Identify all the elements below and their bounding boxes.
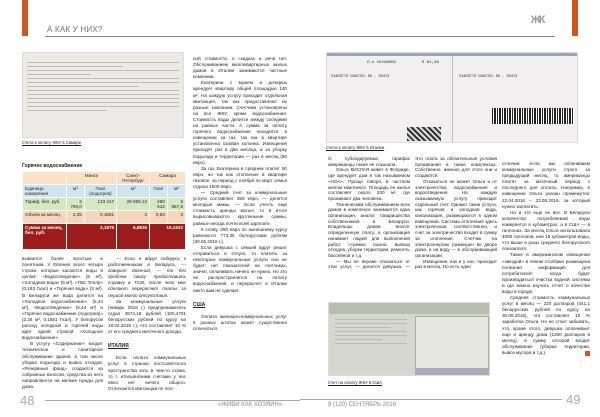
- accent-bar-right: [572, 0, 578, 36]
- paragraph: Екатерина с мужем и дочерью арендует квартиру общей площадью 140 м². На каждую услугу приходит отдельная квитанция, так как предоставляют их разные компании. Счетчики установлены на все ЖКУ, кроме водоснабжения. Стоимость воды делится между соседями на равные части. А сумма за оплату горячего водоснабжения находится в извещении за газ, так как в квартире установлена газовая колонка. Извещения приходят раз в два месяца, а за уборку подъезда и территории — раз в месяц (60 евро).: [193, 80, 287, 165]
- cell: 3: [167, 211, 185, 224]
- cell: 2,25: [66, 211, 84, 224]
- cell: Гкал: [150, 185, 168, 198]
- paragraph: Отказаться не может Ольга и от электричества, водоснабжения и водоотведения. На каждую оказываемую услугу приходит отдельный счет. Однако такие услуги, как горячая и холодная вода, канализация, размещаются в одном извещении. Система отопления здесь электрическая, соответственно, и счет за электричество входит в сумму за отопление. Счетчик на электроэнергию размещен во дворе дома, а на воду — в обслуживающей организации.: [415, 178, 497, 258]
- footer-rule-left: [45, 400, 300, 401]
- paragraph: Но и это еще не все. В Беларуси количество потребляемой воды измеряется в кубометрах, а в США — в галлонах. За месяц Ольга использовала 4000 галлонов, или 15 кубометров воды, что выше в разы среднего белорусского показателя.: [502, 209, 590, 252]
- paragraph: — Если я вдруг соберусь к родственникам в Беларусь, — говорит Евгений, — то без проблем смогу предоставить справку в ТСЖ, после чего мне сделают перерасчет платы за период моего отсутствия.: [108, 256, 186, 298]
- end-mark-icon: [585, 351, 590, 356]
- paragraph: Ольга КИСЛАЯ живет в Флориде, где арендует дом в так называемом «НОА». Проще говоря, в частном жилом комплексе. Площадь ее жилья составляет около 200 м², где проживают два человека.: [328, 167, 410, 201]
- header-rule: [45, 36, 555, 37]
- cell: 6 957,6: [167, 198, 185, 211]
- cell: Гкал (подогрев): [84, 185, 116, 198]
- cell: 3,1878: [66, 224, 116, 250]
- photo-caption: Счета к оплату ЖКУ в Италии: [326, 145, 385, 150]
- paragraph: Оплата жилищно-коммунальных услуг в разных штатах может существенно отличаться.: [193, 313, 287, 331]
- paragraph: Техническим обслуживанием всех домов в комплексе занимается одна организация, аналог товарищества собственников в Беларуси. Владельцы домов вносят определенную плату, а организация нанимает людей для выполнения работ: стрижки газона, вывоза отходов, уборки территории, ремонта, бассейнов и т.д.: [328, 201, 410, 258]
- qr-code: [407, 127, 441, 141]
- city-header: Минск: [66, 172, 116, 185]
- accent-bar-left: [22, 0, 28, 36]
- cell: 0,83: [150, 211, 168, 224]
- row-label: Тариф, бел. руб.: [23, 198, 67, 211]
- page-number-right: 49: [566, 392, 581, 407]
- cell: 28 869,12: [117, 198, 150, 211]
- footer-magazine-title: «ЖИВИ КАК ХОЗЯИН»: [218, 402, 283, 408]
- cell: м³: [167, 185, 185, 198]
- paragraph: К слову, 350 евро по нынешнему курсу равняются 773,35 белорусским рублям (30.06.2016 г.).: [193, 226, 287, 244]
- paragraph: отличие: если мы оплачиваем коммунальные услуги строго за предыдущий месяц, то американцы платят за месячный период с последнего дня оплаты. Например, в извещении Ольги указан промежуток: 22.04.2016 – 23.05.2016, за который нужно заплатить.: [502, 161, 590, 209]
- table-title: Горячее водоснабжение: [22, 163, 83, 169]
- cell: м³: [117, 185, 150, 198]
- paragraph: За газ Екатерина в среднем платит 50 евро, но так как отопление в квартире газовое, за период с ноября по март семья отдала 1500 евро.: [193, 165, 287, 189]
- text-column-3: [193, 56, 287, 332]
- cell: 10,1632: [150, 224, 186, 250]
- text-column-1: [22, 256, 103, 390]
- page-number-left: 48: [20, 393, 35, 408]
- city-header: Санкт-Петербург: [117, 172, 150, 185]
- cell: м³: [66, 185, 84, 198]
- italy-bill-photo: [326, 52, 578, 143]
- text-columns-4-5: [328, 156, 497, 270]
- bill-address: VIADOTTO DRAITEL 60 - 35473: [459, 75, 518, 79]
- city-header: Самара: [150, 172, 186, 185]
- usa-bill-photo: [328, 302, 490, 376]
- footer-issue: 9 (120) СЕНТЯБРЬ 2016: [328, 402, 397, 408]
- section-title: А КАК У НИХ?: [47, 25, 103, 34]
- photo-caption: Счет на оплату ЖКУ в США: [328, 380, 382, 385]
- paragraph: ной стоимости, о скидках и речи нет. Обслуживанием многоквартирных жилых домов в Италии занимаются частные компании.: [193, 56, 287, 80]
- footer-rule-right: [300, 399, 562, 400]
- paragraph: Также в американском извещении «звездой» в левом столбике размещена полезная информация для потребителей: когда будет производиться очистка водной системы и где можно изучить отчет о качестве воды в городе.: [502, 252, 590, 294]
- paragraph: За коммунальные услуги (январь 2016 г.) предприниматель отдал 3574,18 рублей (100,4701 белорусских рублей по курсу на 18.02.2016 г.), что составляет 10 % от его среднего месячного дохода.: [108, 298, 186, 335]
- section-heading-usa: США: [193, 301, 206, 308]
- paragraph: В услугу «Содержание» входит техническое и санитарное обслуживание здания, в том числе уборка подъезда и вывоз отходов. «Резервный фонд» создается из собранных взносов, средства из него направляются на мелкие нужды для дома.: [22, 341, 103, 389]
- row-label: Единица измерения: [23, 185, 67, 198]
- paragraph: вывается более простым и понятным. У Евгения всего четыре строки, которые касаются воды в целом: «Водоотведение» (8 м³), «Холодная вода» (5 м³), «ГВС Теплр» (0,183 Гкал) и «Горячая вода» (3 м³). В Беларуси же вода делится на «Холодное водоснабжение» (5,44 м³), «Водоотведение» (5,44 м³) и «Горячее водоснабжение (подогрев)» (2,25 м³, 0,1681 Гкал). У белорусов расход холодной и горячей воды идет одной строкой «Холодное водоснабжение».: [22, 256, 103, 341]
- paragraph: Извещение, как и у нас, приходит раз в месяц. Но есть одно: [415, 258, 497, 270]
- paragraph: Если оплата коммунальных услуг в странах постсоветского пространства хоть в чем-то схожа, то с итальянскими счетами у нас явно нет ничего общего. Отличаются квитанции по пол-: [108, 355, 186, 391]
- photo-caption: Счета к оплату ЖКУ в Самаре: [22, 140, 82, 145]
- text-column-2: [108, 256, 186, 392]
- paragraph: О субсидируемых тарифах американцы также не слышали.: [328, 156, 410, 167]
- bill-amount: € 81,26: [422, 61, 439, 65]
- text-column-6: [502, 161, 590, 356]
- hot-water-table: [22, 171, 186, 250]
- bill-address: VIADOTTO DRAITEL 60 - 35473: [331, 75, 390, 79]
- row-label: Объем за месяц: [23, 211, 67, 224]
- magazine-logo: ЖК: [530, 14, 544, 26]
- row-label: Сумма за месяц, бел. руб.: [23, 224, 67, 250]
- cell: 460 512: [150, 198, 168, 211]
- samara-bill-photo: [22, 52, 184, 138]
- paragraph: Средняя стоимость коммунальных услуг в месяц — 220 долларов (441,1 белорусских рублей по курсу на 30.06.2016), что составляет 10 % заработка Ольги. Но не стоит забывать, что, кроме этого, девушка оплачивает еще и аренду дома (1200 долларов в месяц), в сумму которой входит обслуживание (уборка территории, вывоз мусора и т.д.).: [502, 295, 590, 355]
- cell: 2 790,0: [66, 198, 84, 211]
- bill-number: Л.н 15428859: [367, 61, 396, 65]
- cell: 0,1681: [84, 211, 116, 224]
- cell: 2: [117, 211, 150, 224]
- barcode: [492, 108, 574, 124]
- paragraph: — Средний счет за коммунальные услуги составляет 350 евро, — делятся молодые мамы. — Если учесть еще стоимость аренды жилья, то в итоге вырисовываются кругленькие суммы, равные иногда почти всей зарплате.: [193, 190, 287, 226]
- section-heading-italy: ИТАЛИЯ: [108, 343, 129, 350]
- cell: 133 417: [84, 198, 116, 211]
- paragraph: Если девушка с семьей вдруг решит отправиться в отпуск, то платить за некоторые коммунальные услуги она не будет: нет показателей на счетчиках, значит, оплачивать ничего не нужно. Но это не распространяется на оплату водоснабжения, и перерасчет в Италии никто вам не сделает.: [193, 244, 287, 293]
- paragraph: — Мы не вправе отказаться от этих услуг, — делится девушка. — Это плата за обязательные условия проживания и также комплексах. Собственно, именно для этого они и создаются.: [328, 156, 497, 270]
- cell: 5,6836: [117, 224, 150, 250]
